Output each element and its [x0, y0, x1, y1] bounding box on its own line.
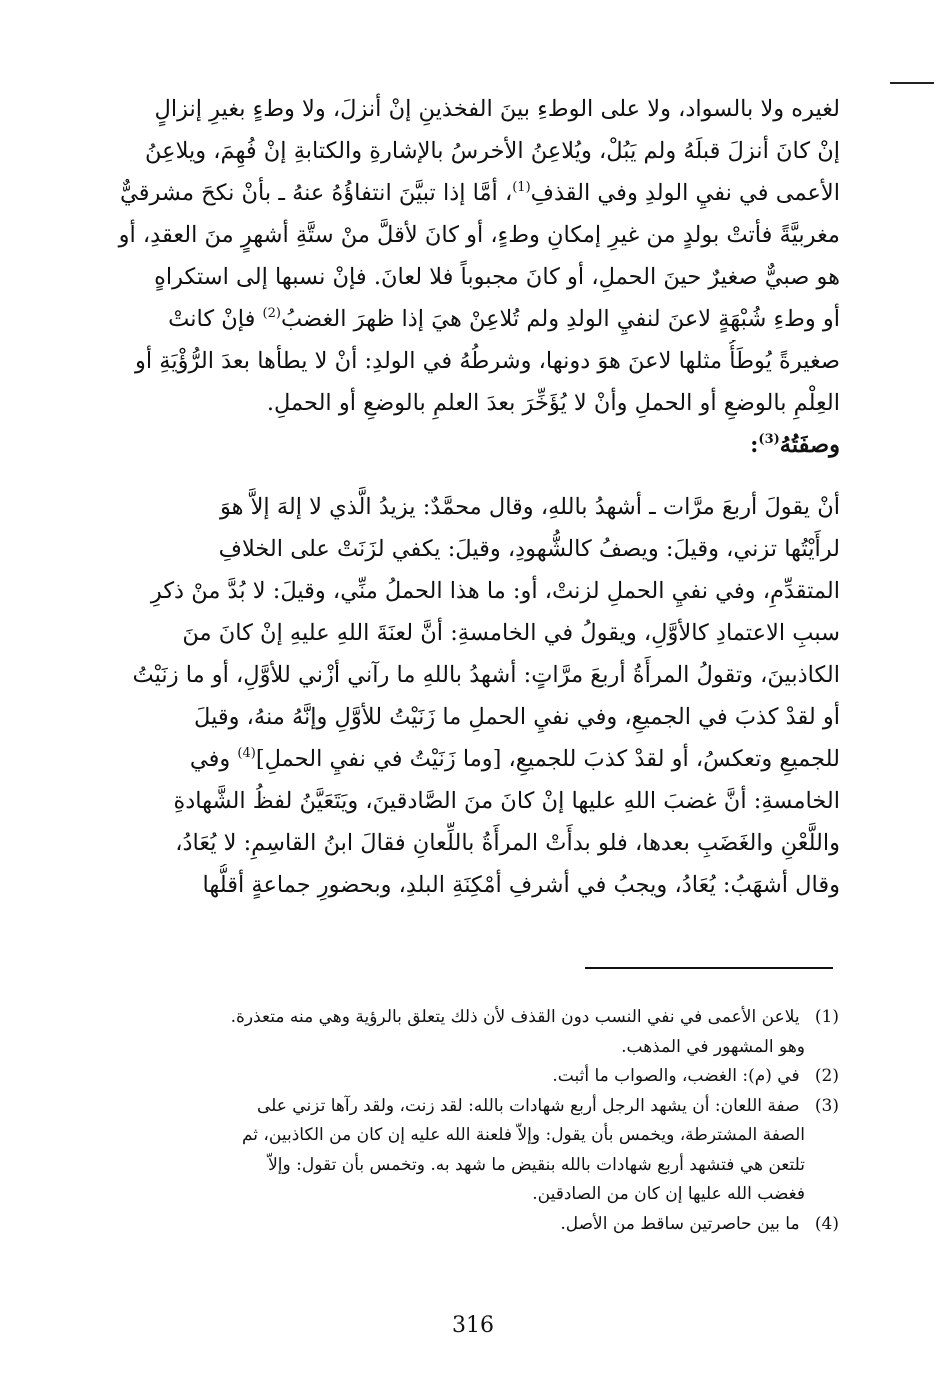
footnote-number: (4)	[814, 1213, 839, 1234]
footnote-ref: (3)	[758, 432, 780, 447]
footnote-ref: (4)	[237, 746, 256, 761]
footnote-2	[84, 1062, 839, 1092]
text-line	[80, 172, 840, 214]
text-line: أنْ يقولَ أربعَ مرَّات ـ أشهدُ باللهِ، وقال محمَّدٌ: يزيدُ الَّذي لا إلهَ إلاَّ هوَ	[219, 494, 840, 520]
corner-mark	[890, 82, 934, 84]
footnote-line	[84, 1003, 839, 1033]
text-line: لغيره ولا بالسواد، ولا على الوطءِ بينَ الفخذينِ إنْ أنزلَ، ولا وطءٍ بغيرِ إنزالٍ	[154, 96, 840, 122]
text-segment: للجميعِ وتعكسُ، أو لقدْ كذبَ للجميعِ، [وما زَنَيْتُ في نفيِ الحملِ]	[255, 746, 840, 772]
text-segment: الأعمى في نفيِ الولدِ وفي القذفِ	[530, 180, 840, 206]
footnote-text: صفة اللعان: أن يشهد الرجل أربع شهادات بالله: لقد زنت، ولقد رآها تزني على	[256, 1095, 800, 1116]
footnote-text: في (م): الغضب، والصواب ما أثبت.	[552, 1066, 800, 1086]
text-segment: فإنْ كانتْ	[168, 306, 263, 332]
text-line: العِلْمِ بالوضعِ أو الحملِ وأنْ لا يُؤَخِّرَ بعدَ العلمِ بالوضعِ أو الحملِ.	[266, 390, 840, 416]
footnotes	[84, 1003, 839, 1239]
footnote-line: وهو المشهور في المذهب.	[621, 1036, 805, 1057]
text-line: أو لقدْ كذبَ في الجميعِ، وفي نفيِ الحملِ ما زَنَيْتُ للأوَّلِ وإنَّهُ منهُ، وقيلَ	[194, 704, 840, 730]
footnote-line: تلتعن هي فتشهد أربع شهادات بالله بنقيض ما شهد به. وتخمس بأن تقول: وإلاّ	[268, 1154, 805, 1175]
footnote-number: (3)	[814, 1095, 839, 1116]
text-line: واللَّعْنِ والغَضَبِ بعدها، فلو بدأَتْ المرأَةُ باللِّعانِ فقالَ ابنُ القاسِمِ: لا يُعَادُ،	[175, 830, 840, 856]
footnote-4	[84, 1210, 839, 1240]
footnote-separator	[585, 967, 833, 969]
footnote-3	[84, 1092, 839, 1210]
text-line: هو صبيٌّ صغيرٌ حينَ الحملِ، أو كانَ مجبوباً فلا لعانَ. فإنْ نسبها إلى استكراهٍ	[154, 264, 840, 290]
page-number: 316	[452, 1313, 494, 1338]
text-line: لرأَيْتُها تزني، وقيلَ: ويصفُ كالشُّهودِ، وقيلَ: يكفي لزَنَتْ على الخلافِ	[218, 536, 840, 562]
text-segment: ، أمَّا إذا تبيَّنَ انتفاؤُهُ عنهُ ـ بأنْ نكحَ مشرقيٌّ	[119, 180, 513, 206]
heading-text: وصفَتُهُ	[779, 432, 840, 458]
main-text	[80, 88, 840, 906]
text-line	[80, 738, 840, 780]
text-segment: وفي	[189, 746, 238, 772]
footnote-line: فغضب الله عليها إن كان من الصادقين.	[532, 1184, 805, 1204]
footnote-ref: (1)	[512, 180, 531, 195]
section-heading	[80, 424, 840, 466]
text-line: الكاذبينَ، وتقولُ المرأَةُ أربعَ مرَّاتٍ: أشهدُ باللهِ ما رآني أزْني للأوَّلِ، أو ما زنَيْتُ	[132, 662, 840, 688]
footnote-text: ما بين حاصرتين ساقط من الأصل.	[560, 1213, 800, 1234]
footnote-ref: (2)	[262, 306, 281, 321]
text-line	[80, 298, 840, 340]
text-line: الخامسةِ: أنَّ غضبَ اللهِ عليها إنْ كانَ منَ الصَّادقينَ، ويَتَعَيَّنُ لفظُ الشَّهادةِ	[173, 788, 840, 814]
footnote-line	[84, 1210, 839, 1240]
text-line: صغيرةً يُوطَأُ مثلها لاعنَ هوَ دونها، وشرطُهُ في الولدِ: أنْ لا يطأها بعدَ الرُّؤْيَةِ أو	[134, 348, 840, 374]
text-line: سببِ الاعتمادِ كالأوَّلِ، ويقولُ في الخامسةِ: أنَّ لعنَةَ اللهِ عليهِ إنْ كانَ منَ	[182, 620, 840, 646]
footnote-text: يلاعن الأعمى في نفي النسب دون القذف لأن ذلك يتعلق بالرؤية وهي منه متعذرة.	[230, 1007, 800, 1027]
footnote-number: (2)	[814, 1066, 839, 1086]
footnote-line: الصفة المشترطة، ويخمس بأن يقول: وإلاّ فلعنة الله عليه إن كان من الكاذبين، ثم	[241, 1125, 805, 1145]
footnote-1	[84, 1003, 839, 1062]
footnote-line	[84, 1092, 839, 1122]
text-line: المتقدِّمِ، وفي نفيِ الحملِ لزنتْ، أو: ما هذا الحملُ منِّي، وقيلَ: لا بُدَّ منْ ذكرِ	[150, 578, 840, 604]
heading-colon: :	[750, 432, 759, 458]
text-segment: أو وطءِ شُبْهَةٍ لاعنَ لنفيِ الولدِ ولم تُلاعِنْ هيَ إذا ظهرَ الغضبُ	[280, 306, 840, 332]
text-line: إنْ كانَ أنزلَ قبلَهُ ولم يَبُلْ، ويُلاعِنُ الأخرسُ بالإشارةِ والكتابةِ إنْ فُهِمَ، ويلاعِنُ	[145, 138, 840, 164]
text-line: وقال أشهَبُ: يُعَادُ، ويجبُ في أشرفِ أمْكِنَةِ البلدِ، وبحضورِ جماعةٍ أقلُّها	[202, 872, 840, 898]
footnote-number: (1)	[814, 1007, 839, 1027]
footnote-line	[84, 1062, 839, 1092]
text-line: مغربيَّةً فأتتْ بولدٍ من غيرِ إمكانِ وطءٍ، أو كانَ لأقلَّ منْ ستَّةِ أشهرٍ منَ العقدِ، أو	[118, 222, 840, 248]
